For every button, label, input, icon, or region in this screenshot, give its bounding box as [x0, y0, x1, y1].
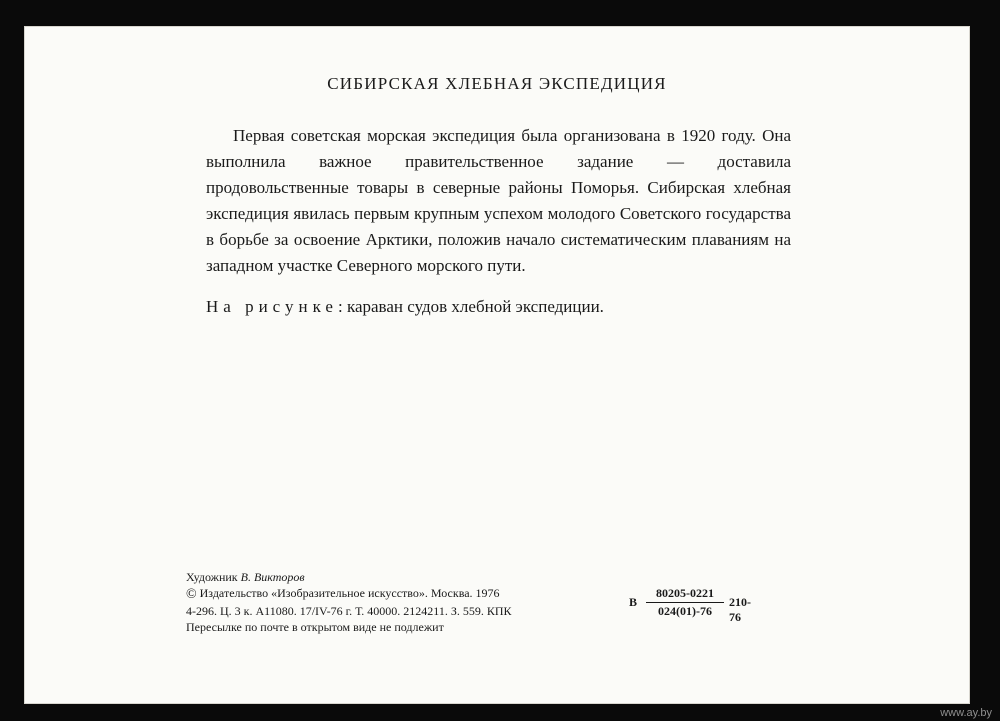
- publisher-text: Издательство «Изобразительное искусство». Москва. 1976: [199, 586, 500, 600]
- publisher-line: [186, 585, 512, 603]
- index-fraction: [646, 586, 724, 619]
- print-info-line: 4-296. Ц. 3 к. А11080. 17/IV-76 г. Т. 40000. 2124211. З. 559. КПК: [186, 604, 512, 618]
- artist-name: В. Викторов: [240, 570, 305, 584]
- index-numerator: 80205-0221: [646, 586, 724, 603]
- index-denominator: 024(01)-76: [658, 604, 712, 618]
- note-label: На рисунке: [206, 297, 338, 316]
- index-suffix: 210-76: [729, 595, 751, 624]
- postcard-back: [24, 26, 970, 704]
- illustration-note: [206, 294, 791, 320]
- index-prefix: В: [629, 595, 638, 609]
- mail-note-line: Пересылке по почте в открытом виде не подлежит: [186, 620, 444, 634]
- artist-label: Художник: [186, 570, 238, 584]
- card-title: СИБИРСКАЯ ХЛЕБНАЯ ЭКСПЕДИЦИЯ: [327, 74, 667, 93]
- copyright-icon: ©: [186, 587, 197, 602]
- site-watermark: www.ay.by: [940, 707, 992, 719]
- artist-line: [186, 569, 512, 585]
- note-text: : караван судов хлебной экспедиции.: [337, 297, 604, 316]
- description-block: [206, 123, 791, 320]
- imprint-block: [186, 569, 512, 635]
- description-paragraph: Первая советская морская экспедиция была организована в 1920 году. Она выполнила важное правительственное задание — доставила продовольственные товары в северные районы Поморья. Сибирская хлебная экспедиция явилась первым крупным успехом молодого Советского государства в борьбе за освоение Арктики, положив начало систематическим плаваниям на западном участке Северного морского пути.: [206, 126, 791, 275]
